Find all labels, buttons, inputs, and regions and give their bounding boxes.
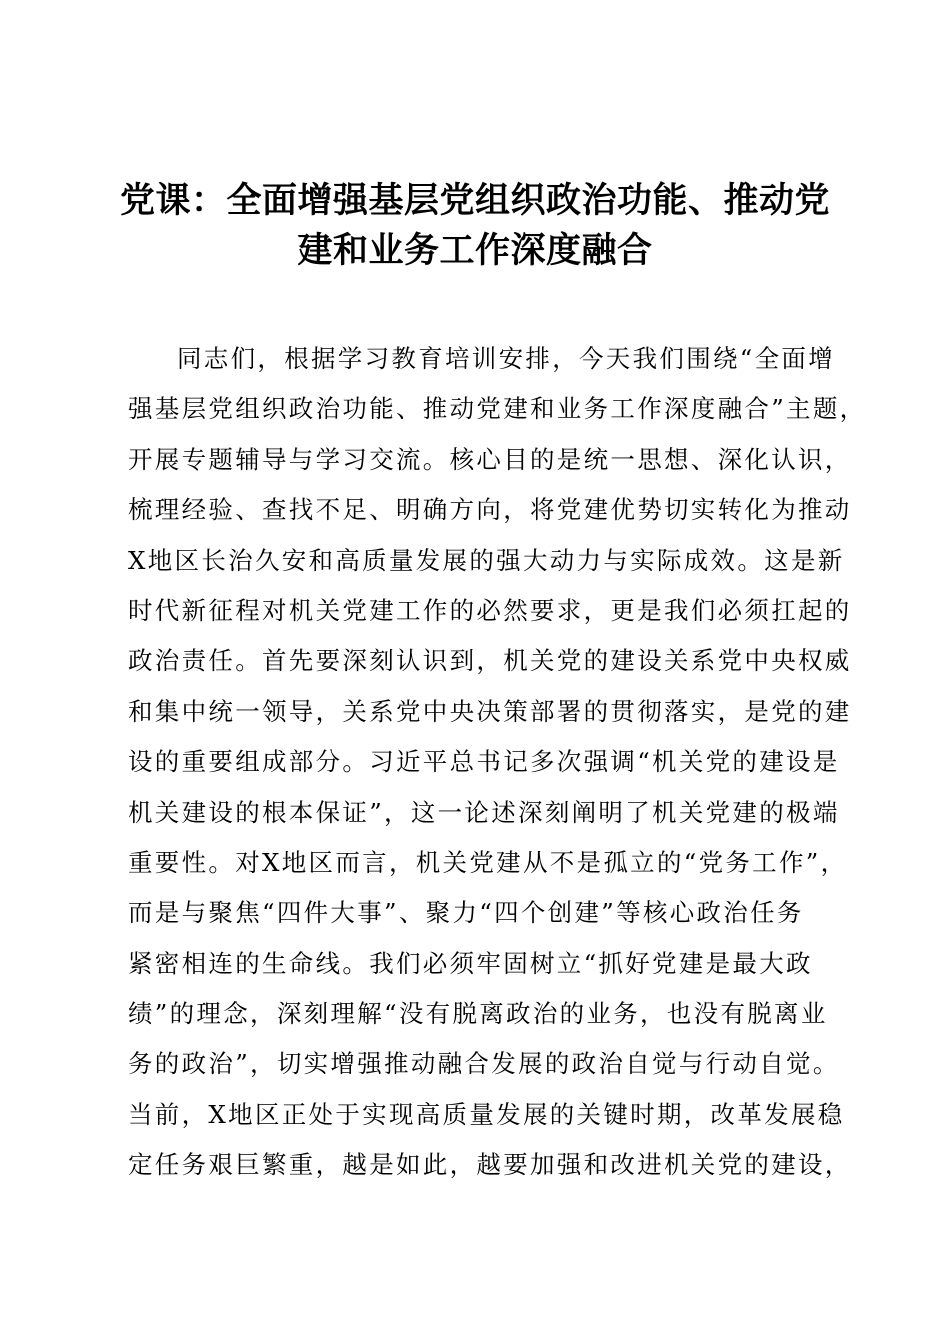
body-line: 设的重要组成部分。习近平总书记多次强调“机关党的建设是 (128, 747, 840, 777)
body-line: 时代新征程对机关党建工作的必然要求，更是我们必须扛起的 (128, 595, 852, 625)
body-line: 和集中统一领导，关系党中央决策部署的贯彻落实，是党的建 (128, 696, 852, 726)
body-line: 梳理经验、查找不足、明确方向，将党建优势切实转化为推动 (128, 495, 852, 525)
body-line: 机关建设的根本保证”，这一论述深刻阐明了机关党建的极端 (128, 797, 840, 827)
body-line: X地区长治久安和高质量发展的强大动力与实际成效。这是新 (128, 545, 845, 575)
title-line: 党课：全面增强基层党组织政治功能、推动党 (120, 181, 831, 221)
body-line: 定任务艰巨繁重，越是如此，越要加强和改进机关党的建设， (128, 1150, 852, 1180)
body-line: 强基层党组织政治功能、推动党建和业务工作深度融合”主题， (128, 394, 867, 424)
body-line: 而是与聚焦“四件大事”、聚力“四个创建”等核心政治任务 (128, 898, 804, 928)
body-line: 绩”的理念，深刻理解“没有脱离政治的业务，也没有脱离业 (128, 999, 828, 1029)
body-line: 务的政治”，切实增强推动融合发展的政治自觉与行动自觉。 (128, 1049, 840, 1079)
body-line: 紧密相连的生命线。我们必须牢固树立“抓好党建是最大政 (128, 948, 813, 978)
document-title (120, 176, 830, 276)
body-line: 开展专题辅导与学习交流。核心目的是统一思想、深化认识， (128, 444, 852, 474)
body-line: 当前，X地区正处于实现高质量发展的关键时期，改革发展稳 (128, 1099, 845, 1129)
document-body (128, 334, 867, 1191)
body-line: 重要性。对X地区而言，机关党建从不是孤立的“党务工作”， (128, 847, 848, 877)
body-line: 政治责任。首先要深刻认识到，机关党的建设关系党中央权威 (128, 646, 852, 676)
paragraph-first-line: 同志们，根据学习教育培训安排，今天我们围绕“全面增 (177, 344, 836, 373)
title-line: 建和业务工作深度融合 (297, 231, 653, 271)
